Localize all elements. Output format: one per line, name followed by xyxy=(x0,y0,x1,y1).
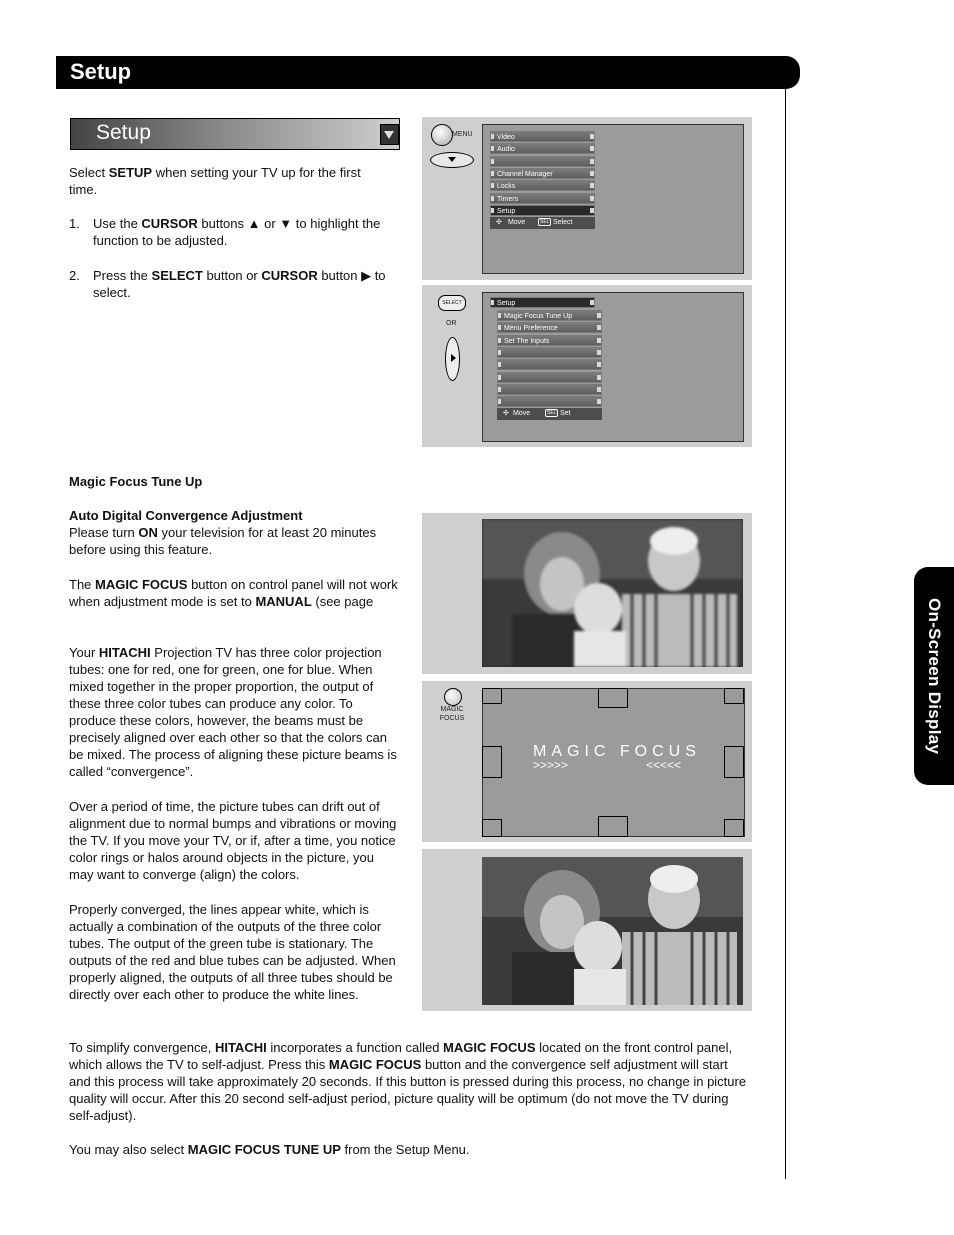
menu2-item[interactable]: Magic Focus Tune Up xyxy=(497,310,602,321)
paragraph-converged: Properly converged, the lines appear white, which is actually a combination of the outputs of the three color tubes. The output of the green tube is stationary. The outputs of the red and blue tubes can be adjusted. When properly aligned, the outputs of all three tubes should be directly over each other to produce the white lines. xyxy=(69,902,396,1002)
step-1-text: Use the CURSOR buttons ▲ or ▼ to highlight the function to be adjusted. xyxy=(93,216,381,248)
menu1-item[interactable]: Audio xyxy=(490,143,595,154)
magic-focus-button-icon[interactable] xyxy=(444,688,462,706)
page-divider xyxy=(785,89,786,1179)
menu1-item[interactable] xyxy=(490,156,595,167)
menu2-item[interactable] xyxy=(497,372,602,383)
step-1-number: 1. xyxy=(69,216,80,231)
menu1-item[interactable]: Channel Manager xyxy=(490,168,595,179)
side-tab-label-wrap xyxy=(914,567,954,785)
left-arrows: >>>>> xyxy=(533,758,569,772)
sel-key-icon: SEL xyxy=(540,219,550,225)
magic-focus-button-label-2: FOCUS xyxy=(439,715,465,722)
corner-marker xyxy=(724,688,744,704)
family-photo-before xyxy=(482,519,743,667)
menu2-footer: ✣ Move SEL Set xyxy=(497,408,602,420)
menu2-item[interactable] xyxy=(497,396,602,407)
step-2-number: 2. xyxy=(69,268,80,283)
corner-marker xyxy=(482,819,502,837)
down-arrow-icon xyxy=(448,157,456,162)
select-button[interactable]: SELECT xyxy=(438,295,466,311)
menu-button-label: MENU xyxy=(452,131,473,138)
move-arrows-icon: ✣ xyxy=(503,410,509,417)
move-arrows-icon: ✣ xyxy=(496,219,502,226)
menu1-item[interactable]: Timers xyxy=(490,193,595,204)
convergence-screen xyxy=(482,688,745,837)
menu1-item[interactable]: Video xyxy=(490,131,595,142)
menu1-item[interactable]: Setup xyxy=(490,205,595,216)
corner-marker xyxy=(724,819,744,837)
right-arrows: <<<<< xyxy=(646,758,682,772)
menu2-item[interactable]: Menu Preference xyxy=(497,322,602,333)
setup-menu-title: Setup xyxy=(490,297,595,308)
intro-paragraph: Select SETUP when setting your TV up for the first time. xyxy=(69,165,361,197)
right-arrow-icon xyxy=(451,354,456,362)
family-photo-after xyxy=(482,857,743,1005)
menu-button-icon[interactable] xyxy=(431,124,453,146)
step-2-text: Press the SELECT button or CURSOR button ▶ to select. xyxy=(93,268,386,300)
paragraph-manual-note: The MAGIC FOCUS button on control panel will not work when adjustment mode is set to MANUAL (see page xyxy=(69,577,398,609)
side-tab-label: On-Screen Display xyxy=(925,597,944,755)
menu1-footer: ✣ Move SEL Select xyxy=(490,217,595,229)
magic-focus-heading: Magic Focus Tune Up xyxy=(69,474,203,489)
menu1-item[interactable]: Locks xyxy=(490,180,595,191)
sel-key-icon: SEL xyxy=(547,410,557,416)
menu2-item[interactable]: Set The Inputs xyxy=(497,335,602,346)
page-title: Setup xyxy=(70,59,132,84)
corner-marker xyxy=(482,746,502,778)
menu2-item[interactable] xyxy=(497,347,602,358)
dropdown-arrow-icon xyxy=(380,124,399,145)
paragraph-simplify: To simplify convergence, HITACHI incorporates a function called MAGIC FOCUS located on the front control panel, which allows the TV to self-adjust. Press this MAGIC FOCUS button and the convergence self adjustment will start and this process will take approximately 20 seconds. If this button is pressed during this process, no change in picture quality will occur. After this 20 second self-adjust period, picture quality will be optimum (do not move the TV during self-adjust). xyxy=(69,1040,747,1123)
menu2-item[interactable] xyxy=(497,384,602,395)
convergence-subheading: Auto Digital Convergence Adjustment xyxy=(69,508,303,523)
magic-focus-button-label-1: MAGIC xyxy=(440,706,464,713)
paragraph-drift: Over a period of time, the picture tubes can drift out of alignment due to normal bumps and vibrations or moving the TV. If you move your TV, or if, after a time, you notice color rings or halos around objects in the picture, you may want to converge (align) the colors. xyxy=(69,799,397,882)
corner-marker xyxy=(598,816,628,837)
corner-marker xyxy=(598,688,628,708)
or-label: OR xyxy=(446,320,457,327)
header-bar xyxy=(56,56,800,89)
paragraph-select-from-menu: You may also select MAGIC FOCUS TUNE UP from the Setup Menu. xyxy=(69,1142,470,1157)
paragraph-turn-on: Please turn ON your television for at least 20 minutes before using this feature. xyxy=(69,525,377,557)
section-title: Setup xyxy=(96,121,151,144)
menu2-item[interactable] xyxy=(497,359,602,370)
paragraph-color-tubes: Your HITACHI Projection TV has three color projection tubes: one for red, one for green, one for blue. When mixed together in the proper proportion, the output of these three color tubes can produce any color. To produce these colors, however, the beams must be precisely aligned over each other so that the colors can be mixed. The process of aligning these picture beams is called “convergence”. xyxy=(69,645,397,779)
magic-focus-title: MAGIC FOCUS xyxy=(533,743,701,760)
corner-marker xyxy=(482,688,502,704)
corner-marker xyxy=(724,746,744,778)
